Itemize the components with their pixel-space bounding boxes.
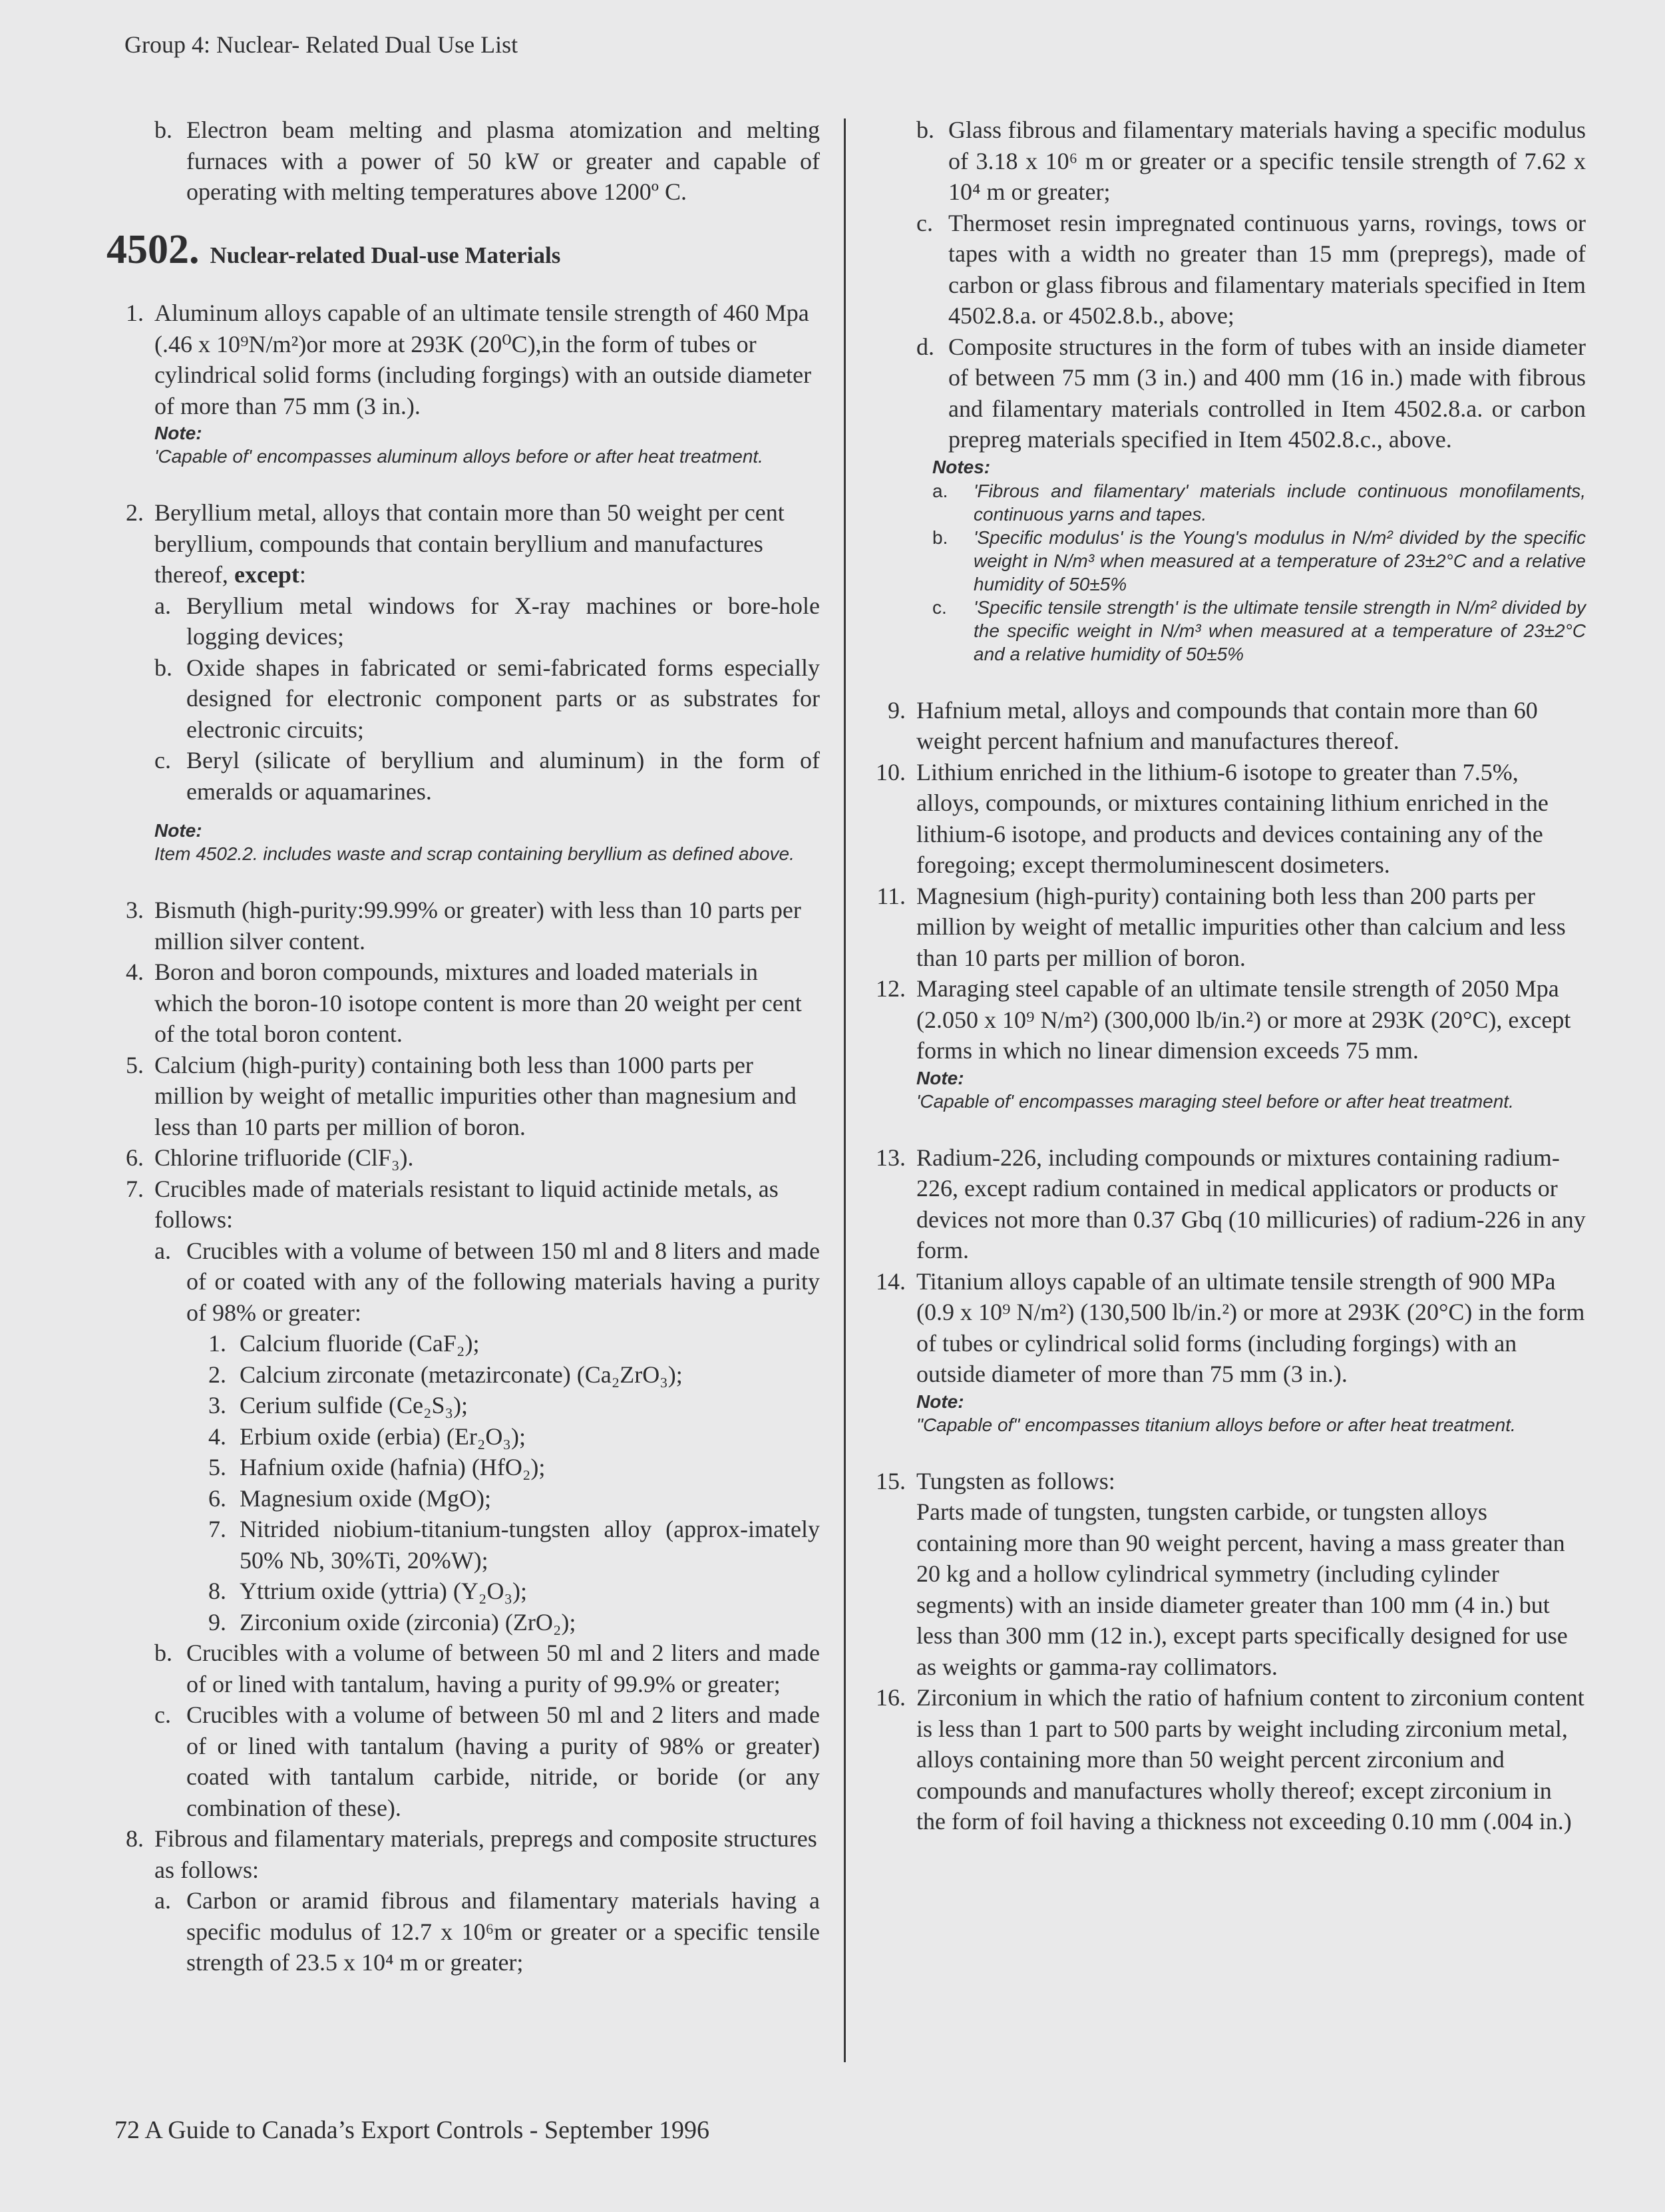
item-13 [868,1142,1586,1266]
item-2 [106,497,820,590]
item-text: Radium-226, including compounds or mixtures containing radium-226, except radium contained in medical applicators or products or devices not more than 0.37 Gbq (10 millicuries) of radium-226 in any form. [916,1144,1586,1263]
item-text: Crucibles made of materials resistant to liquid actinide metals, as follows: [154,1175,779,1233]
item-number: 5. [126,1051,144,1078]
item-8a [106,1885,820,1978]
item-number: 11. [876,882,906,909]
item-text: Magnesium (high-purity) containing both less than 200 parts per million by weight of metallic impurities other than calcium and less than 10 parts per million of boron. [916,882,1566,971]
item-text: Hafnium metal, alloys and compounds that contain more than 60 weight percent hafnium and manufactures thereof. [916,696,1538,754]
item-2c [106,745,820,807]
crucible-material-3 [106,1390,820,1421]
item-text: Titanium alloys capable of an ultimate tensile strength of 900 MPa (0.9 x 10⁹ N/m²) (130,500 lb/in.²) or more at 293K (20°C) in the form of tubes or cylindrical solid forms (including forgings) with an outside diameter of more than 75 mm (3 in.). [916,1267,1585,1387]
item-text: Fibrous and filamentary materials, prepregs and composite structures as follows: [154,1825,817,1883]
note-text: Item 4502.2. includes waste and scrap containing beryllium as defined above. [154,843,795,864]
list-text: Hafnium oxide (hafnia) (HfO₂); [240,1454,546,1480]
item-number: 16. [876,1684,906,1711]
item-text: Oxide shapes in fabricated or semi-fabricated forms especially designed for electronic component parts or as substrates for electronic circuits; [186,654,820,743]
note-text: 'Capable of' encompasses aluminum alloys before or after heat treatment. [154,446,763,467]
item-11 [868,881,1586,974]
item-text: Beryl (silicate of beryllium and aluminum) in the form of emeralds or aquamarines. [186,747,820,805]
item-number: 8. [126,1825,144,1852]
item-text: Composite structures in the form of tubes with an inside diameter of between 75 mm (3 in.) and 400 mm (16 in.) made with fibrous and filamentary materials controlled in Item 4502.8.a. or carbon prepreg materials specified in Item 4502.8.c., above. [948,333,1586,453]
item-text: Crucibles with a volume of between 50 ml and 2 liters and made of or lined with tantalum, having a purity of 99.9% or greater; [186,1640,820,1697]
note-c [932,596,1586,666]
item-number: 2. [126,499,144,526]
item-number: 1. [126,300,144,326]
item-3 [106,895,820,957]
item-8c [868,208,1586,332]
item-intro-b [106,114,820,208]
crucible-material-2 [106,1359,820,1391]
note-label: Note: [916,1067,964,1088]
section-number: 4502. [106,226,200,272]
item-text: Electron beam melting and plasma atomization and melting furnaces with a power of 50 kW or greater and capable of operating with melting temperatures above 1200º C. [186,116,820,205]
item-text: Chlorine trifluoride (ClF₃). [154,1144,414,1171]
item-15 [868,1466,1586,1683]
item-7b [106,1638,820,1699]
item-letter: c. [154,747,171,774]
item-14 [868,1266,1586,1437]
crucible-material-6 [106,1483,820,1514]
item-number: 13. [876,1144,906,1171]
item-number: 4. [126,959,144,985]
item-letter: b. [154,116,172,143]
item-9 [868,695,1586,757]
list-number: 2. [208,1361,226,1388]
item-7a [106,1235,820,1329]
note-text: 'Specific tensile strength' is the ultimate tensile strength in N/m² divided by the specific weight in N/m³ when measured at a temperature of 23±2°C and a relative humidity of 50±5% [974,596,1586,664]
right-column [868,114,1586,1837]
item-16 [868,1682,1586,1837]
item-letter: b. [154,1640,172,1666]
item-5 [106,1050,820,1143]
colon: : [299,561,306,588]
item-7 [106,1174,820,1235]
item-1 [106,298,820,468]
item-number: 6. [126,1144,144,1171]
list-number: 7. [208,1516,226,1542]
list-number: 9. [208,1608,226,1636]
item-number: 3. [126,897,144,923]
item-text: Thermoset resin impregnated continuous yarns, rovings, tows or tapes with a width no greater than 15 mm (prepregs), made of carbon or glass fibrous and filamentary materials specified in Item 4502.8.a. or 4502.8.b., above; [948,209,1586,329]
notes-block [868,455,1586,666]
item-number: 9. [888,696,906,724]
item-letter: c. [154,1701,171,1728]
page-footer: 72 A Guide to Canada’s Export Controls - September 1996 [114,2116,709,2144]
item-12 [868,973,1586,1113]
section-title: Nuclear-related Dual-use Materials [210,242,561,268]
item-text: Lithium enriched in the lithium-6 isotope to greater than 7.5%, alloys, compounds, or mixtures containing lithium enriched in the lithium-6 isotope, and products and devices containing any of the foregoing; except thermoluminescent dosimeters. [916,758,1549,878]
item-letter: a. [154,592,171,619]
list-text: Calcium fluoride (CaF₂); [240,1330,480,1357]
item-letter: d. [916,333,934,360]
item-text-main: Beryllium metal, alloys that contain more than 50 weight per cent beryllium, compounds that contain beryllium and manufactures thereof, [154,499,785,588]
list-number: 4. [208,1423,226,1450]
item-text: Zirconium in which the ratio of hafnium content to zirconium content is less than 1 part to 500 parts by weight including zirconium metal, alloys containing more than 50 weight percent zirconium and compounds and manufactures wholly thereof; except zirconium in the form of foil having a thickness not exceeding 0.10 mm (.004 in.) [916,1684,1584,1835]
list-number: 8. [208,1578,226,1604]
list-number: 3. [208,1392,226,1419]
note-label: Note: [154,423,202,443]
item-text: Tungsten as follows: [916,1467,1115,1494]
item-8 [106,1823,820,1885]
item-text: Beryllium metal windows for X-ray machines or bore-hole logging devices; [186,592,820,650]
item-text: Aluminum alloys capable of an ultimate tensile strength of 460 Mpa (.46 x 10⁹N/m²)or more at 293K (20⁰C),in the form of tubes or cylindrical solid forms (including forgings) with an outside diameter of more than 75 mm (3 in.). [154,300,812,419]
item-letter: b. [916,116,934,143]
item-6 [106,1142,820,1174]
item-text: Carbon or aramid fibrous and filamentary materials having a specific modulus of 12.7 x 10⁶m or greater or a specific tensile strength of 23.5 x 10⁴ m or greater; [186,1887,820,1976]
item-2-note [106,819,820,865]
page-header: Group 4: Nuclear- Related Dual Use List [124,31,518,58]
note-letter: a. [932,480,948,501]
note-text: 'Fibrous and filamentary' materials include continuous monofilaments, continuous yarns and tapes. [974,480,1586,525]
note-label: Note: [154,820,202,841]
list-number: 6. [208,1484,226,1512]
item-2a [106,590,820,652]
crucible-material-1 [106,1328,820,1359]
note-letter: c. [932,596,947,618]
item-text: Bismuth (high-purity:99.99% or greater) with less than 10 parts per million silver content. [154,897,801,955]
item-text: Calcium (high-purity) containing both less than 1000 parts per million by weight of metallic impurities other than magnesium and less than 10 parts per million of boron. [154,1051,797,1140]
note-text: 'Specific modulus' is the Young's modulus in N/m² divided by the specific weight in N/m³ when measured at a temperature of 23±2°C and a relative humidity of 50±5% [974,527,1586,594]
notes-label: Notes: [932,456,991,477]
item-text: Crucibles with a volume of between 150 ml and 8 liters and made of or coated with any of the following materials having a purity of 98% or greater: [186,1237,820,1326]
item-10 [868,757,1586,881]
left-column [106,114,820,1978]
list-text: Magnesium oxide (MgO); [240,1484,491,1512]
item-7c [106,1699,820,1823]
note-b [932,526,1586,596]
item-text: Crucibles with a volume of between 50 ml and 2 liters and made of or lined with tantalum (having a purity of 98% or greater) coated with tantalum carbide, nitride, or boride (or any combination of these). [186,1701,820,1821]
item-text: Maraging steel capable of an ultimate tensile strength of 2050 Mpa (2.050 x 10⁹ N/m²) (300,000 lb/in.²) or more at 293K (20°C), except forms in which no linear dimension exceeds 75 mm. [916,975,1571,1064]
note-text: 'Capable of' encompasses maraging steel before or after heat treatment. [916,1090,1514,1112]
list-number: 5. [208,1454,226,1480]
list-text: Erbium oxide (erbia) (Er₂O₃); [240,1423,526,1450]
item-2b [106,652,820,746]
item-text: Boron and boron compounds, mixtures and loaded materials in which the boron-10 isotope content is more than 20 weight per cent of the total boron content. [154,959,802,1047]
crucible-material-4 [106,1421,820,1452]
item-8d [868,332,1586,455]
item-number: 15. [876,1467,906,1494]
crucible-material-9 [106,1607,820,1638]
note-label: Note: [916,1391,964,1412]
item-4 [106,957,820,1050]
list-text: Calcium zirconate (metazirconate) (Ca₂ZrO₃); [240,1361,683,1388]
list-number: 1. [208,1330,226,1357]
item-number: 10. [876,758,906,785]
crucible-material-8 [106,1576,820,1607]
item-letter: a. [154,1887,171,1914]
crucible-material-7 [106,1514,820,1576]
note-text: "Capable of" encompasses titanium alloys before or after heat treatment. [916,1414,1516,1435]
section-heading [106,226,820,272]
item-number: 12. [876,975,906,1002]
list-text: Nitrided niobium-titanium-tungsten alloy (approx-imately 50% Nb, 30%Ti, 20%W); [240,1516,820,1574]
item-letter: c. [916,209,933,236]
note-letter: b. [932,527,948,548]
item-letter: b. [154,654,172,681]
item-text [154,497,820,590]
column-divider [844,118,846,2062]
except-word: except [234,561,299,588]
item-8b [868,114,1586,208]
list-text: Yttrium oxide (yttria) (Y₂O₃); [240,1578,527,1604]
crucible-material-5 [106,1452,820,1483]
item-letter: a. [154,1237,171,1264]
item-text: Glass fibrous and filamentary materials having a specific modulus of 3.18 x 10⁶ m or greater or a specific tensile strength of 7.62 x 10⁴ m or greater; [948,116,1586,205]
note-a [932,479,1586,526]
item-number: 14. [876,1267,906,1295]
list-text: Zirconium oxide (zirconia) (ZrO₂); [240,1608,576,1636]
item-body: Parts made of tungsten, tungsten carbide, or tungsten alloys containing more than 90 weight percent, having a mass greater than 20 kg and a hollow cylindrical symmetry (including cylinder segments) with an inside diameter greater than 100 mm (4 in.) but less than 300 mm (12 in.), except parts specifically designed for use as weights or gamma-ray collimators. [916,1498,1568,1680]
item-number: 7. [126,1175,144,1202]
list-text: Cerium sulfide (Ce₂S₃); [240,1392,468,1419]
